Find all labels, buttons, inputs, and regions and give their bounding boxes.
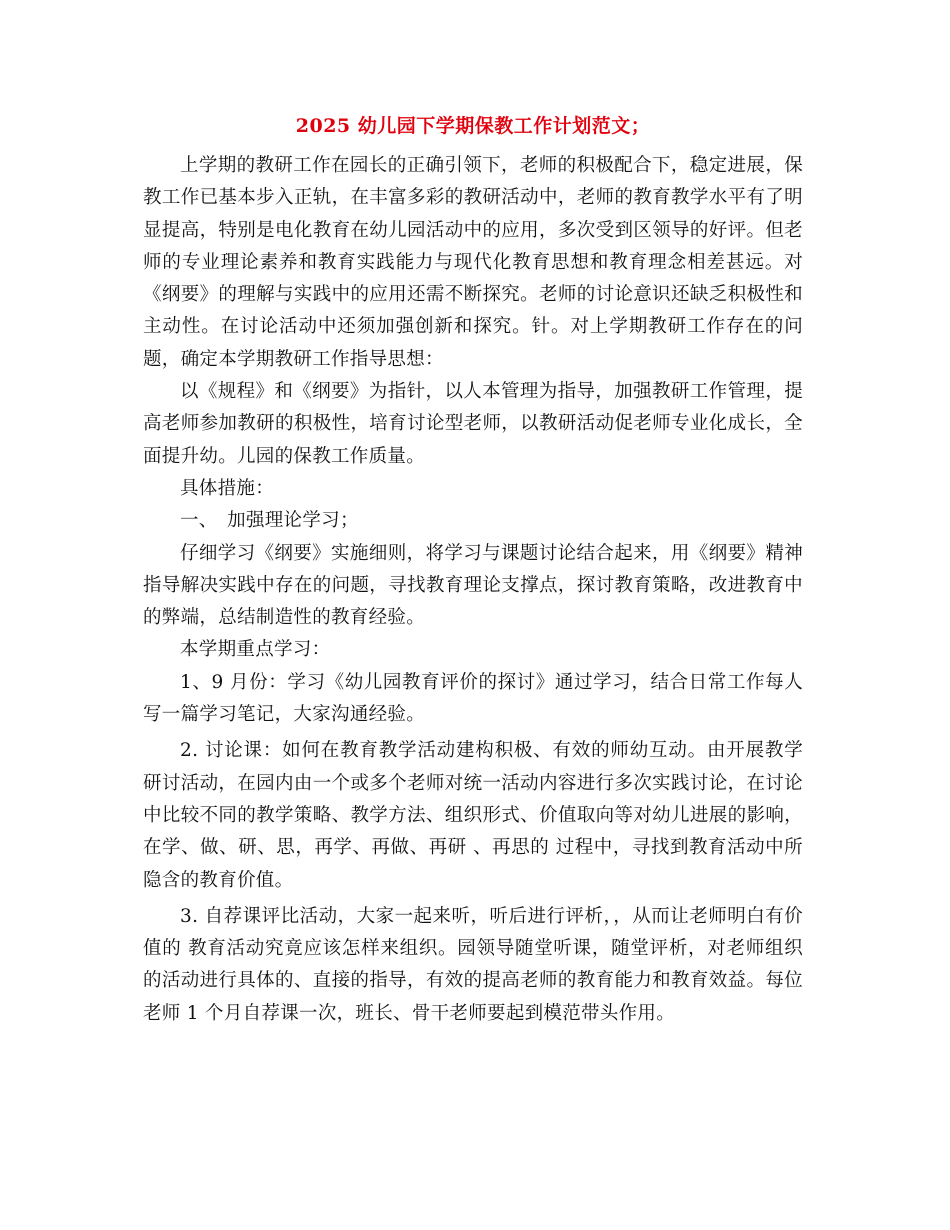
paragraph-item-3: 3. 自荐课评比活动，大家一起来听，听后进行评析，，从而让老师明白有价值的 教育活动究竟应该怎样来组织。园领导随堂听课，随堂评析，对老师组织的活动进行具体的、直接的指导，有效的提高老师的教育能力和教育效益。每位老师 1 个月自荐课一次，班长、骨干老师要起到模范带头作用。: [143, 905, 803, 1024]
paragraph-item-1: 1、9 月份：学习《幼儿园教育评价的探讨》通过学习，结合日常工作每人写一篇学习笔记，大家沟通经验。: [143, 671, 803, 726]
paragraph-study-details: 仔细学习《纲要》实施细则，将学习与课题讨论结合起来，用《纲要》精神指导解决实践中存在的问题，寻找教育理论支撑点，探讨教育策略，改进教育中的弊端，总结制造性的教育经验。: [143, 542, 803, 629]
paragraph-intro: 上学期的教研工作在园长的正确引领下，老师的积极配合下，稳定进展，保教工作已基本步入正轨，在丰富多彩的教研活动中，老师的教育教学水平有了明显提高，特别是电化教育在幼儿园活动中的应用，多次受到区领导的好评。但老师的专业理论素养和教育实践能力与现代化教育思想和教育理念相差甚远。对《纲要》的理解与实践中的应用还需不断探究。老师的讨论意识还缺乏积极性和主动性。在讨论活动中还须加强创新和探究。针。对上学期教研工作存在的问题，确定本学期教研工作指导思想：: [143, 155, 803, 370]
paragraph-guiding-principle: 以《规程》和《纲要》为指针，以人本管理为指导，加强教研工作管理，提高老师参加教研的积极性，培育讨论型老师，以教研活动促老师专业化成长，全面提升幼。儿园的保教工作质量。: [143, 381, 803, 467]
paragraph-section-one-heading: 一、 加强理论学习；: [180, 510, 359, 532]
document-page: [143, 112, 803, 1030]
document-title: 2025 幼儿园下学期保教工作计划范文；: [295, 115, 651, 137]
paragraph-key-study-heading: 本学期重点学习：: [180, 639, 331, 661]
paragraph-measures-heading: 具体措施：: [180, 477, 275, 499]
paragraph-item-2: 2. 讨论课：如何在教育教学活动建构积极、有效的师幼互动。由开展教学研讨活动，在园内由一个或多个老师对统一活动内容进行多次实践讨论，在讨论中比较不同的教学策略、教学方法、组织形式、价值取向等对幼儿进展的影响，在学、做、研、思，再学、再做、再研 、再思的 过程中，寻找到教育活动中所隐含的教育价值。: [143, 740, 803, 891]
